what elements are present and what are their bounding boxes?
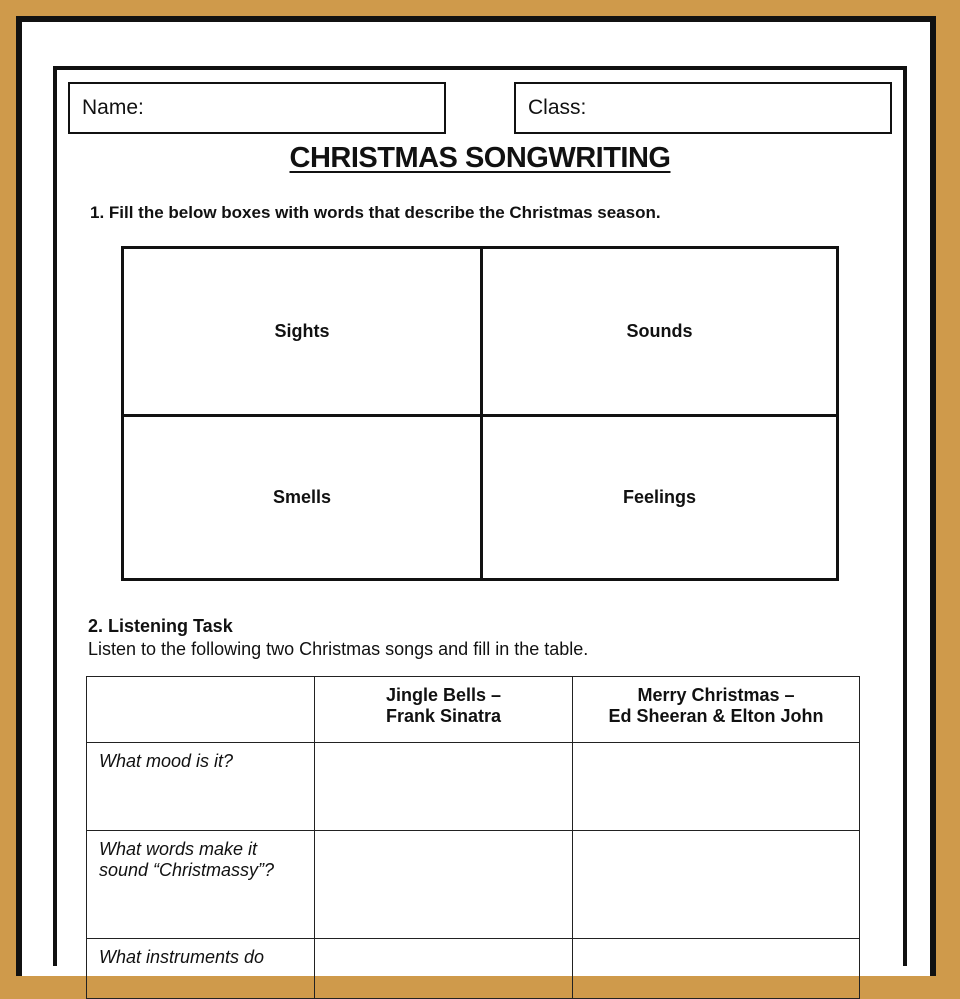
box-label: Sights — [274, 320, 330, 341]
box-label: Sounds — [626, 320, 693, 341]
class-field[interactable] — [514, 82, 892, 134]
answer-cell[interactable] — [315, 831, 573, 939]
name-field[interactable] — [68, 82, 446, 134]
box-label: Smells — [272, 486, 332, 507]
row-label: What instruments do — [87, 939, 315, 999]
box-smells[interactable] — [124, 414, 480, 579]
box-sights[interactable] — [124, 249, 480, 414]
question-2-title: 2. Listening Task — [88, 616, 233, 636]
answer-cell[interactable] — [573, 831, 860, 939]
box-sounds[interactable] — [480, 249, 836, 414]
column-header-song-2: Merry Christmas – Ed Sheeran & Elton John — [573, 677, 860, 743]
table-row — [87, 743, 860, 831]
question-1: 1. Fill the below boxes with words that describe the Christmas season. — [90, 203, 661, 222]
table-row — [87, 939, 860, 999]
page-title: CHRISTMAS SONGWRITING — [289, 142, 671, 174]
answer-cell[interactable] — [573, 743, 860, 831]
table-corner — [87, 677, 315, 743]
class-label: Class: — [528, 96, 587, 119]
column-header-song-1: Jingle Bells – Frank Sinatra — [315, 677, 573, 743]
box-label: Feelings — [622, 486, 697, 507]
box-feelings[interactable] — [480, 414, 836, 579]
row-label: What mood is it? — [87, 743, 315, 831]
answer-cell[interactable] — [315, 939, 573, 999]
question-2-instruction: Listen to the following two Christmas songs and fill in the table. — [88, 639, 589, 659]
table-row — [87, 831, 860, 939]
name-label: Name: — [82, 96, 144, 119]
description-grid — [121, 246, 839, 581]
listening-table — [86, 676, 860, 999]
answer-cell[interactable] — [315, 743, 573, 831]
row-label: What words make it sound “Christmassy”? — [87, 831, 315, 939]
answer-cell[interactable] — [573, 939, 860, 999]
